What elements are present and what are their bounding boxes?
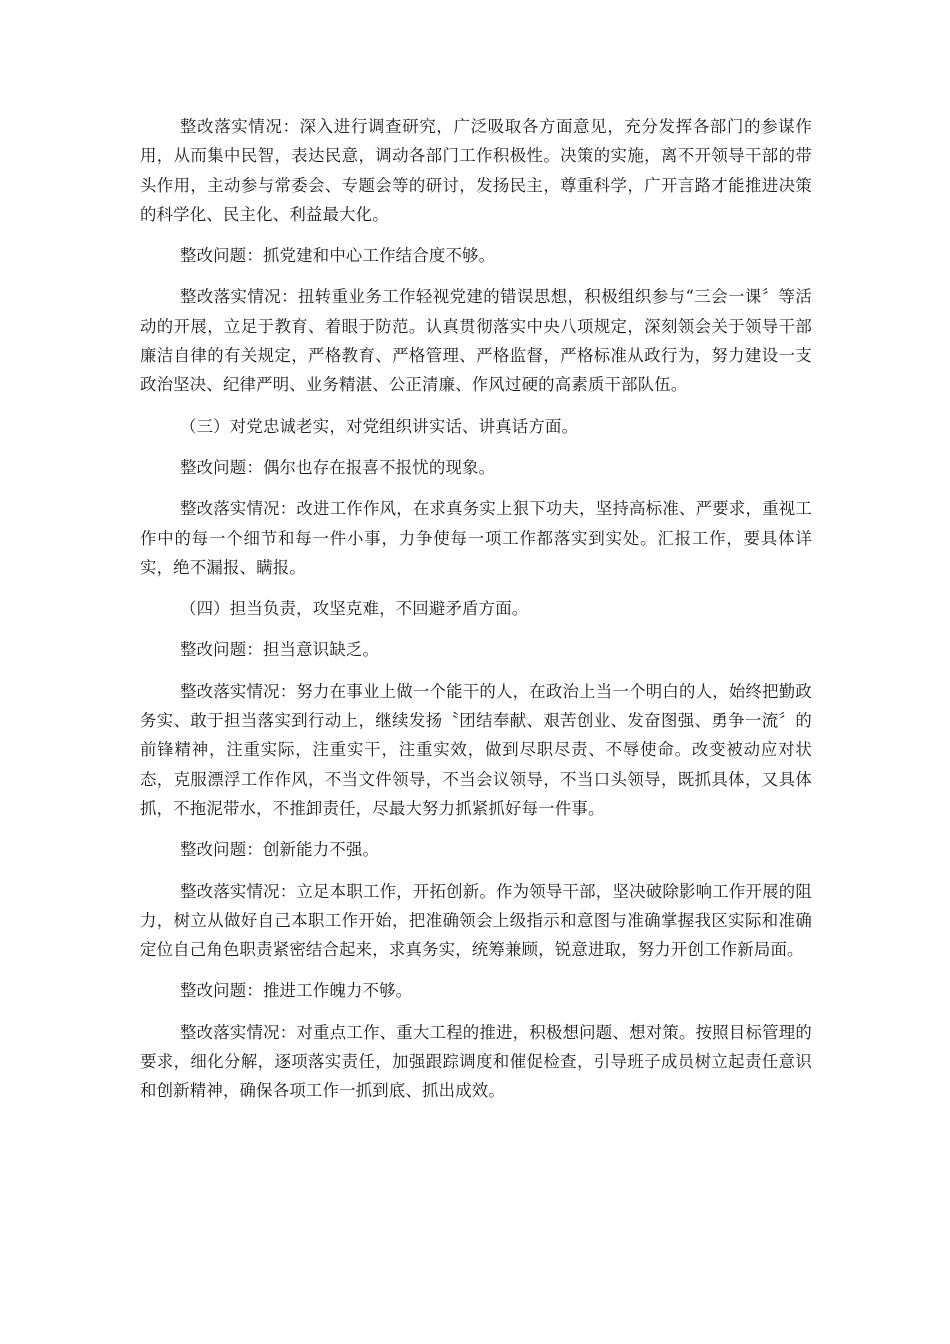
paragraph-rectification-issue-3: 整改问题：担当意识缺乏。 xyxy=(180,640,380,660)
paragraph-rectification-measures-2: 整改落实情况：扭转重业务工作轻视党建的错误思想，积极组织参与“三会一课〞等活动的开展，立足于教育、着眼于防范。认真贯彻落实中央八项规定，深刻领会关于领导干部廉洁自律的有关规定，严格教育、严格管理、严格监督，严格标准从政行为，努力建设一支政治坚决、纪律严明、业务精湛、公正清廉、作风过硬的高素质干部队伍。 xyxy=(140,287,812,395)
paragraph-rectification-issue-5: 整改问题：推进工作魄力不够。 xyxy=(180,981,413,1001)
section-heading-3: （三）对党忠诚老实，对党组织讲实话、讲真话方面。 xyxy=(180,416,579,436)
paragraph-rectification-issue-1: 整改问题：抓党建和中心工作结合度不够。 xyxy=(180,246,496,266)
section-heading-4: （四）担当负责，攻坚克难，不回避矛盾方面。 xyxy=(180,599,529,619)
paragraph-rectification-measures-5: 整改落实情况：立足本职工作，开拓创新。作为领导干部，坚决破除影响工作开展的阻力，树立从做好自己本职工作开始，把准确领会上级指示和意图与准确掌握我区实际和准确定位自己角色职责紧密结合起来，求真务实，统筹兼顾，锐意进取，努力开创工作新局面。 xyxy=(140,881,812,960)
document-body xyxy=(140,112,812,1118)
paragraph-rectification-measures-4: 整改落实情况：努力在事业上做一个能干的人，在政治上当一个明白的人，始终把勤政务实、敢于担当落实到行动上，继续发扬〝团结奉献、艰苦创业、发奋图强、勇争一流〞的前锋精神，注重实际，注重实干，注重实效，做到尽职尽责、不辱使命。改变被动应对状态，克服漂浮工作作风，不当文件领导，不当会议领导，不当口头领导，既抓具体，又具体抓，不拖泥带水，不推卸责任，尽最大努力抓紧抓好每一件事。 xyxy=(140,681,812,818)
paragraph-rectification-issue-2: 整改问题：偶尔也存在报喜不报忧的现象。 xyxy=(180,457,496,477)
paragraph-rectification-measures-1: 整改落实情况：深入进行调查研究，广泛吸取各方面意见，充分发挥各部门的参谋作用，从而集中民智，表达民意，调动各部门工作积极性。决策的实施，离不开领导干部的带头作用，主动参与常委会、专题会等的研讨，发扬民主，尊重科学，广开言路才能推进决策的科学化、民主化、利益最大化。 xyxy=(140,117,812,224)
paragraph-rectification-issue-4: 整改问题：创新能力不强。 xyxy=(180,840,380,860)
paragraph-rectification-measures-3: 整改落实情况：改进工作作风，在求真务实上狠下功夫，坚持高标准、严要求，重视工作中的每一个细节和每一件小事，力争使每一项工作都落实到实处。汇报工作，要具体详实，绝不漏报、瞒报。 xyxy=(140,499,812,577)
paragraph-rectification-measures-6: 整改落实情况：对重点工作、重大工程的推进，积极想问题、想对策。按照目标管理的要求，细化分解，逐项落实责任，加强跟踪调度和催促检查，引导班子成员树立起责任意识和创新精神，确保各项工作一抓到底、抓出成效。 xyxy=(140,1022,812,1101)
